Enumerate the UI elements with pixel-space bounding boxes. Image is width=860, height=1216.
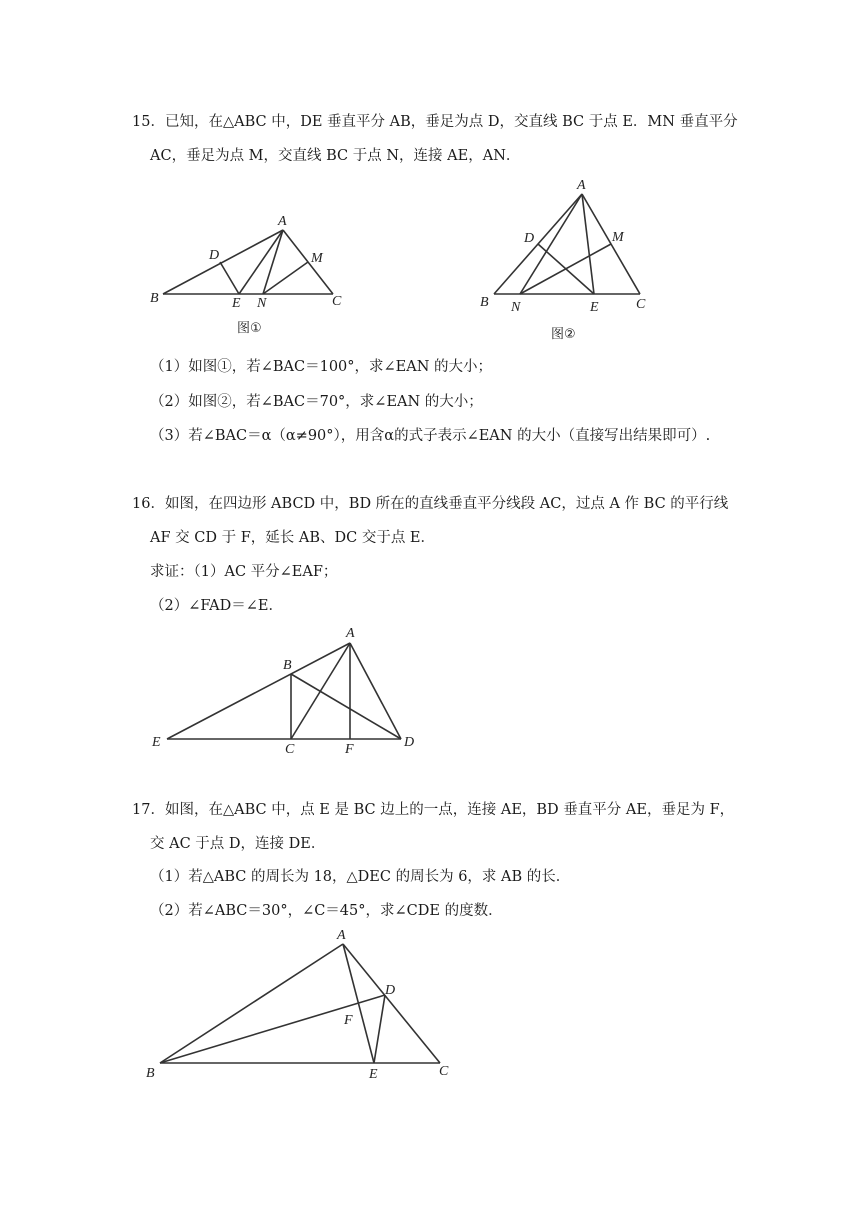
q17-label-D: D: [385, 983, 396, 998]
q15-part-3: （3）若∠BAC＝α（α≠90°），用含α的式子表示∠EAN 的大小（直接写出结果即可）.: [150, 428, 711, 444]
q16-label-A: A: [346, 626, 355, 641]
q17-part-2: （2）若∠ABC＝30°，∠C＝45°，求∠CDE 的度数．: [150, 903, 503, 919]
q16-label-E: E: [152, 735, 161, 750]
q17-label-F: F: [344, 1013, 353, 1028]
q17-line-1: 17．如图，在△ABC 中，点 E 是 BC 边上的一点，连接 AE，BD 垂直平分 AE，垂足为 F，: [132, 802, 735, 818]
q17-label-C: C: [439, 1064, 449, 1079]
fig1-label-N: N: [257, 296, 267, 311]
q17-figure-lines: [160, 944, 440, 1063]
q16-line-3: 求证：（1）AC 平分∠EAF；: [150, 564, 338, 580]
figure-1-lines: [163, 230, 333, 294]
q16-label-D: D: [404, 735, 415, 750]
q16-line-2: AF 交 CD 于 F，延长 AB、DC 交于点 E．: [150, 530, 436, 546]
fig1-label-E: E: [232, 296, 241, 311]
fig1-label-M: M: [311, 251, 323, 266]
fig1-label-C: C: [332, 294, 342, 309]
q15-line-1: 15．已知，在△ABC 中，DE 垂直平分 AB，垂足为点 D，交直线 BC 于点 E．MN 垂直平分: [132, 114, 738, 130]
fig1-caption: 图①: [237, 321, 262, 336]
fig1-label-D: D: [209, 248, 220, 263]
q16-line-1: 16．如图，在四边形 ABCD 中，BD 所在的直线垂直平分线段 AC，过点 A 作 BC 的平行线: [132, 496, 729, 512]
q16-line-4: （2）∠FAD＝∠E．: [150, 598, 284, 614]
q15-part-2: （2）如图②，若∠BAC＝70°，求∠EAN 的大小；: [150, 394, 483, 410]
fig2-label-C: C: [636, 297, 646, 312]
q17-line-2: 交 AC 于点 D，连接 DE．: [150, 836, 326, 852]
fig2-caption: 图②: [551, 327, 576, 342]
fig2-label-M: M: [612, 230, 624, 245]
q16-label-B: B: [283, 658, 292, 673]
q17-label-B: B: [146, 1066, 155, 1081]
fig2-label-D: D: [524, 231, 535, 246]
fig1-label-B: B: [150, 291, 159, 306]
q16-label-F: F: [345, 742, 354, 757]
fig2-label-A: A: [577, 178, 586, 193]
q15-line-2: AC，垂足为点 M，交直线 BC 于点 N，连接 AE，AN．: [150, 148, 521, 164]
q17-part-1: （1）若△ABC 的周长为 18，△DEC 的周长为 6，求 AB 的长．: [150, 869, 571, 885]
q16-label-C: C: [285, 742, 295, 757]
fig2-label-B: B: [480, 295, 489, 310]
figure-2-lines: [494, 194, 640, 294]
fig2-label-N: N: [511, 300, 521, 315]
q15-part-1: （1）如图①，若∠BAC＝100°，求∠EAN 的大小；: [150, 359, 493, 375]
fig2-label-E: E: [590, 300, 599, 315]
fig1-label-A: A: [278, 214, 287, 229]
q17-label-A: A: [337, 928, 346, 943]
q17-label-E: E: [369, 1067, 378, 1082]
q16-figure-lines: [167, 643, 401, 739]
